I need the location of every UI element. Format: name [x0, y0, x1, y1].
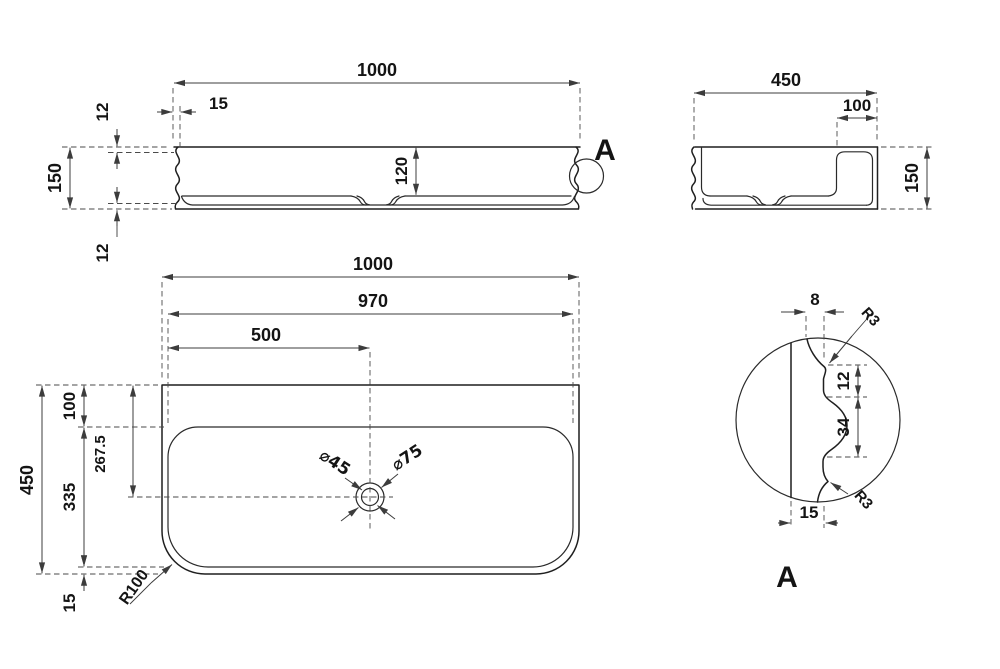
front-underside-line: [182, 197, 575, 206]
side-dim-450: 450: [770, 70, 802, 90]
plan-dim-335: 335: [60, 482, 79, 512]
detail-r3-top-leader: [830, 336, 853, 363]
plan-dim-1000: 1000: [352, 254, 394, 274]
side-dim-150: 150: [902, 162, 922, 194]
front-dim-120: 120: [392, 156, 411, 186]
front-dim-12-top: 12: [93, 102, 112, 122]
detail-view-label: A: [776, 561, 798, 594]
plan-dim-drain-outer-diameter: ⌀75: [388, 440, 426, 475]
plan-dim-267-5: 267.5: [92, 435, 109, 473]
side-dim-100: 100: [842, 96, 872, 115]
side-underside-line: [703, 199, 867, 206]
front-dim-12-bottom: 12: [93, 243, 112, 263]
detail-dim-15: 15: [799, 503, 819, 522]
front-elevation-view: [45, 60, 616, 262]
detail-boundary-circle: [736, 338, 900, 502]
plan-outer-outline: [162, 385, 579, 574]
plan-dim-100: 100: [60, 391, 79, 421]
detail-a-view: [736, 290, 900, 594]
plan-dim-r100: R100: [116, 566, 153, 608]
plan-d75-leader-opposite: [341, 508, 359, 522]
detail-dim-r3-top: R3: [857, 304, 884, 330]
plan-dim-500: 500: [250, 325, 282, 345]
front-detail-marker-label: A: [594, 134, 616, 167]
plan-d45-leader: [345, 478, 362, 490]
front-right-break-edge: [575, 147, 579, 209]
front-dim-15: 15: [209, 94, 228, 113]
side-elevation-view: [692, 70, 934, 209]
detail-r3-bottom-leader: [831, 483, 849, 495]
plan-dim-450: 450: [17, 464, 37, 496]
side-ledge-profile: [829, 152, 873, 205]
plan-dim-drain-diameter: ⌀45: [316, 445, 354, 480]
side-bowl-wall-left: [702, 147, 711, 196]
front-dim-150: 150: [45, 162, 65, 194]
detail-dim-8: 8: [810, 290, 820, 309]
plan-view: [17, 254, 579, 612]
side-left-break-edge: [692, 147, 696, 209]
front-left-break-edge: [175, 147, 179, 209]
detail-dim-34: 34: [834, 417, 853, 437]
plan-dim-15: 15: [60, 593, 79, 613]
front-dim-1000: 1000: [356, 60, 398, 80]
plan-dim-970: 970: [357, 291, 389, 311]
detail-dim-r3-bottom: R3: [850, 487, 877, 513]
detail-dim-12: 12: [834, 371, 853, 391]
plan-d75-leader: [382, 474, 399, 488]
plan-d45-leader-opposite: [378, 506, 396, 520]
